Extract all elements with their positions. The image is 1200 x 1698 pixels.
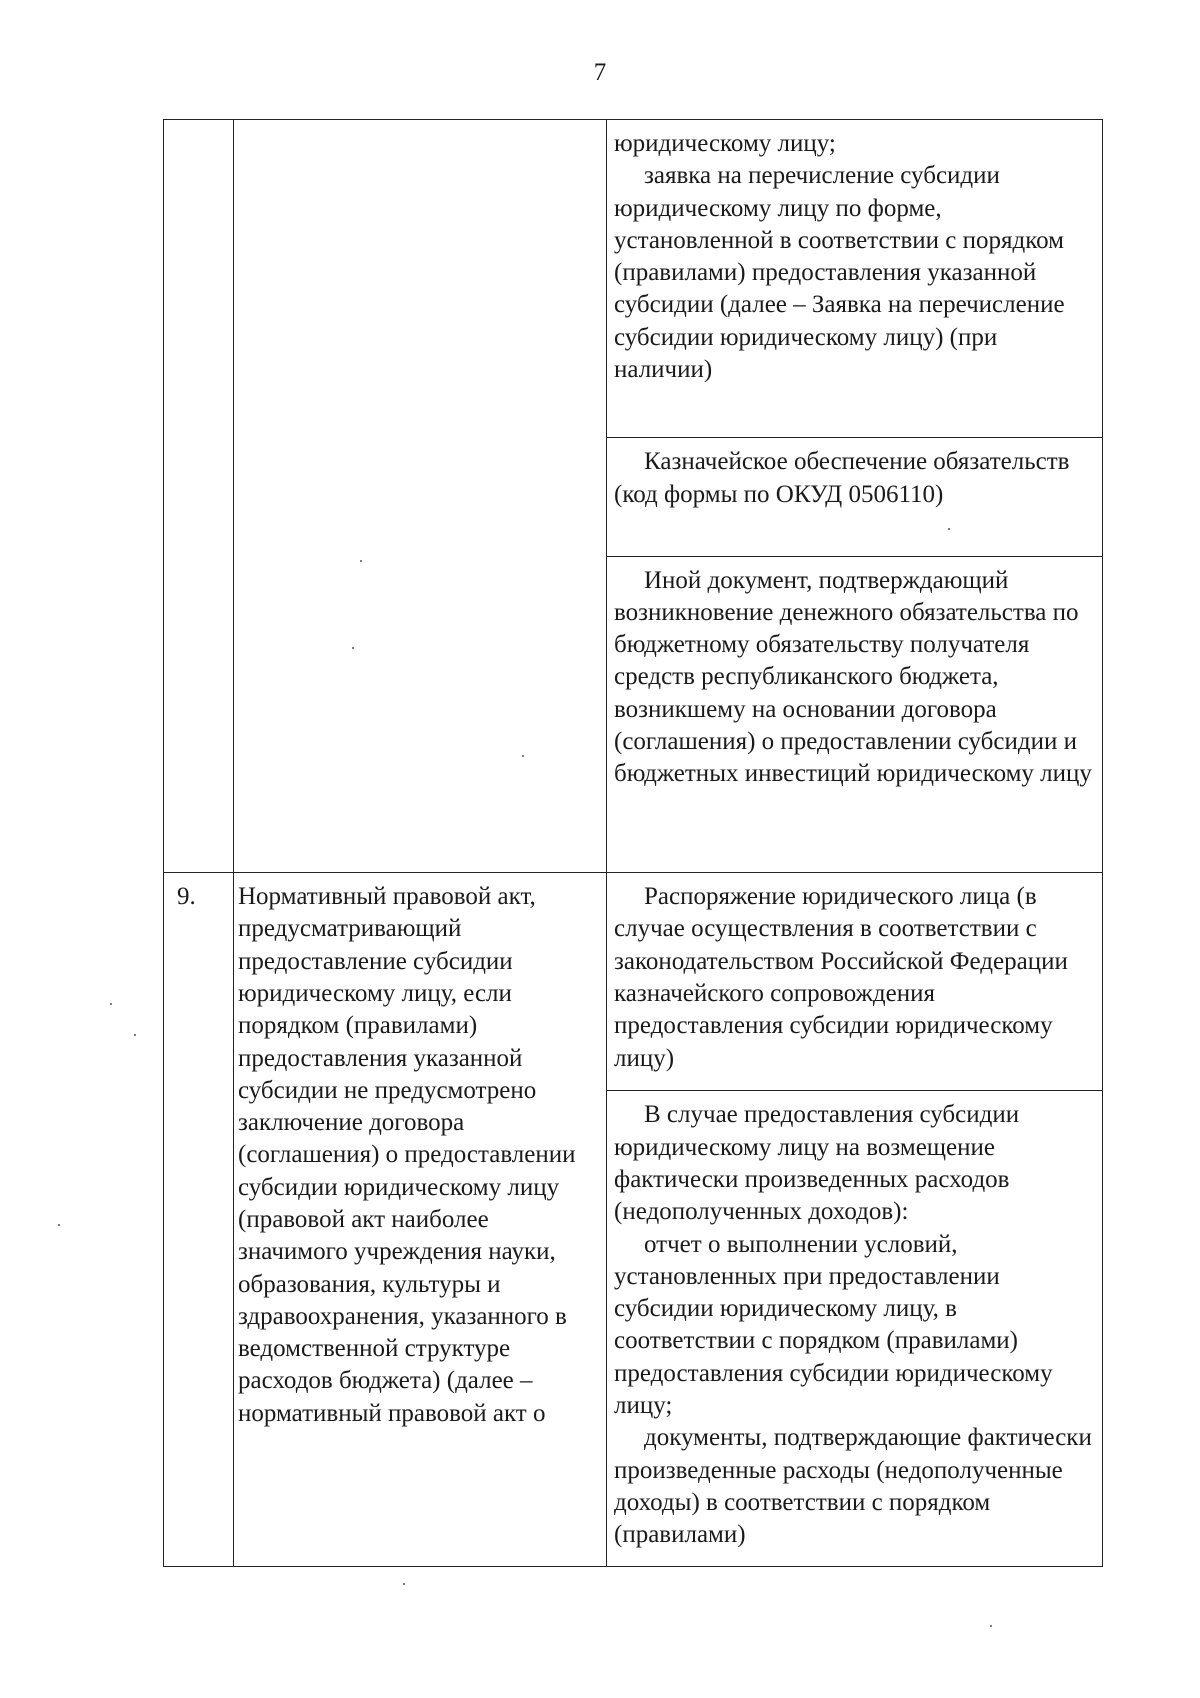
document-text: Казначейское обеспечение обязательств (код формы по ОКУД 0506110) — [614, 448, 1070, 508]
basis-text: Нормативный правовой акт, предусматривающий предоставление субсидии юридическому лицу, если порядком (правилами) предоставления указанной субсидии не предусмотрено заключение договора (соглашения) о предоставлении субсидии юридическому лицу (правовой акт наиболее значимого учреждения науки, образования, культуры и здравоохранения, указанного в ведомственной структуре расходов бюджета) (далее – нормативный правовой акт о — [238, 883, 576, 1427]
row-number: 9. — [177, 883, 196, 911]
document-cell — [607, 1091, 1103, 1567]
basis-cell-empty — [234, 120, 607, 873]
scan-speck — [403, 1583, 405, 1585]
document-text: документы, подтверждающие фактически произведенные расходы (недополученные доходы) в соответствии с порядком (правилами) — [614, 1424, 1092, 1549]
scan-speck — [352, 647, 354, 649]
document-cell — [607, 556, 1103, 872]
scan-speck — [360, 560, 362, 562]
row-number-cell — [164, 873, 234, 1567]
scan-speck — [522, 755, 524, 757]
document-text: отчет о выполнении условий, установленных при предоставлении субсидии юридическому лицу, в соответствии с порядком (правилами) предоставления субсидии юридическому лицу; — [614, 1230, 1053, 1419]
scan-speck — [110, 1003, 112, 1005]
row-number-cell-empty — [164, 120, 234, 873]
scan-speck — [58, 1224, 60, 1226]
document-text: Иной документ, подтверждающий возникновение денежного обязательства по бюджетному обязательству получателя средств республиканского бюджета, возникшему на основании договора (соглашения) о предоставлении субсидии и бюджетных инвестиций юридическому лицу — [614, 566, 1092, 788]
table-row-9 — [164, 873, 1103, 1091]
scan-speck — [134, 1034, 136, 1036]
document-cell — [607, 120, 1103, 438]
document-text: В случае предоставления субсидии юридическому лицу на возмещение фактически произведенных расходов (недополученных доходов): — [614, 1101, 1020, 1226]
basis-cell — [234, 873, 607, 1567]
document-text: Распоряжение юридического лица (в случае осуществления в соответствии с законодательством Российской Федерации казначейского сопровождения предоставления субсидии юридическому лицу) — [614, 883, 1068, 1072]
document-table — [163, 119, 1103, 1567]
document-cell — [607, 438, 1103, 556]
page-number: 7 — [593, 59, 607, 86]
scan-speck — [990, 1625, 992, 1627]
document-cell — [607, 873, 1103, 1091]
table-row-continued-1 — [164, 120, 1103, 438]
document-text: юридическому лицу; — [614, 130, 836, 157]
scan-speck — [948, 528, 950, 530]
document-text: заявка на перечисление субсидии юридическому лицу по форме, установленной в соответствии с порядком (правилами) предоставления указанной субсидии (далее – Заявка на перечисление субсидии юридическому лицу) (при наличии) — [614, 162, 1065, 384]
